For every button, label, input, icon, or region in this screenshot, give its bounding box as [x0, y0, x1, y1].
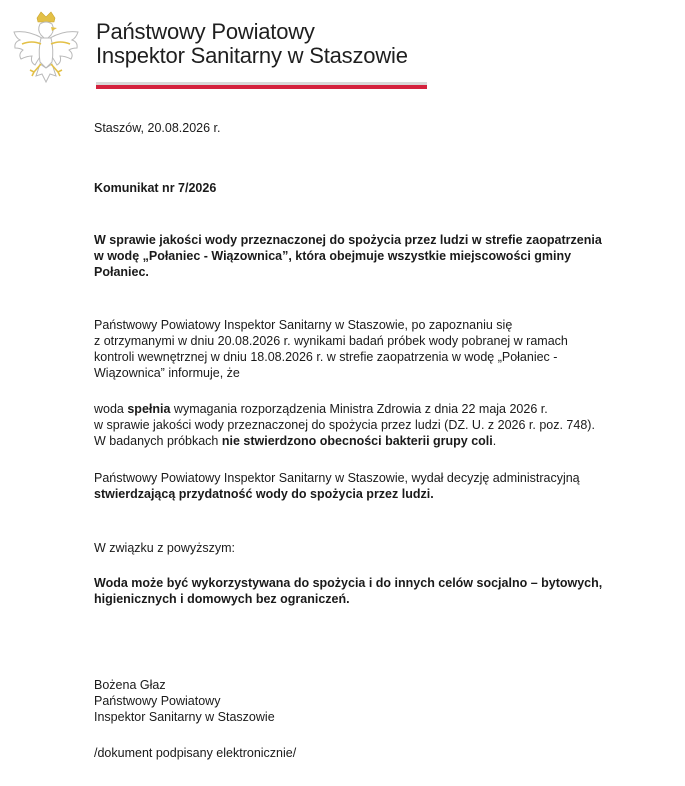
paragraph-consequence: W związku z powyższym: [94, 541, 235, 555]
paragraph-line: stwierdzającą przydatność wody do spożycia przez ludzi. [94, 487, 434, 501]
place-date: Staszów, 20.08.2026 r. [94, 121, 221, 135]
paragraph-line: kontroli wewnętrznej w dniu 18.08.2026 r. w strefie zaopatrzenia w wodę „Połaniec - [94, 350, 558, 364]
subject [94, 232, 654, 280]
subject-line: W sprawie jakości wody przeznaczonej do spożycia przez ludzi w strefie zaopatrzenia [94, 233, 602, 247]
national-flag-stripe [96, 82, 427, 89]
paragraph-line: Państwowy Powiatowy Inspektor Sanitarny w Staszowie, wydał decyzję administracyjną [94, 471, 580, 485]
org-name-line-1: Państwowy Powiatowy [96, 19, 315, 44]
paragraph-line: z otrzymanymi w dniu 20.08.2026 r. wynikami badań próbek wody pobranej w ramach [94, 334, 568, 348]
conclusion [94, 575, 654, 607]
signatory-title: Inspektor Sanitarny w Staszowie [94, 710, 275, 724]
emphasis-span: spełnia [127, 402, 171, 416]
text-span: . [492, 434, 497, 448]
signature-block [94, 677, 654, 725]
flag-red-stripe [96, 85, 427, 89]
conclusion-line: Woda może być wykorzystywana do spożycia i do innych celów socjalno – bytowych, [94, 576, 603, 590]
paragraph-line: Państwowy Powiatowy Inspektor Sanitarny w Staszowie, po zapoznaniu się [94, 318, 513, 332]
subject-line: w wodę „Połaniec - Wiązownica”, która obejmuje wszystkie miejscowości gminy [94, 249, 572, 263]
paragraph-intro [94, 317, 654, 381]
text-span: wymagania rozporządzenia Ministra Zdrowia z dnia 22 maja 2026 r. [170, 402, 548, 416]
paragraph-line [94, 401, 654, 417]
electronic-signature-note: /dokument podpisany elektronicznie/ [94, 746, 297, 760]
text-span: W badanych próbkach [94, 434, 222, 448]
paragraph-line: Wiązownica” informuje, że [94, 366, 240, 380]
organization-name [96, 20, 408, 68]
emphasis-span: nie stwierdzono obecności bakterii grupy coli [221, 434, 493, 448]
signatory-title: Państwowy Powiatowy [94, 694, 221, 708]
letterhead [0, 0, 685, 100]
paragraph-result [94, 401, 654, 449]
polish-white-eagle-icon [10, 8, 82, 90]
paragraph-decision [94, 470, 654, 502]
paragraph-line [94, 433, 654, 449]
paragraph-line: w sprawie jakości wody przeznaczonej do spożycia przez ludzi (DZ. U. z 2026 r. poz. 748). [94, 418, 595, 432]
signatory-name: Bożena Głaz [94, 678, 166, 692]
text-span: woda [94, 402, 128, 416]
org-name-line-2: Inspektor Sanitarny w Staszowie [96, 43, 408, 68]
conclusion-line: higienicznych i domowych bez ograniczeń. [94, 592, 350, 606]
announcement-number: Komunikat nr 7/2026 [94, 181, 217, 195]
subject-line: Połaniec. [94, 265, 149, 279]
